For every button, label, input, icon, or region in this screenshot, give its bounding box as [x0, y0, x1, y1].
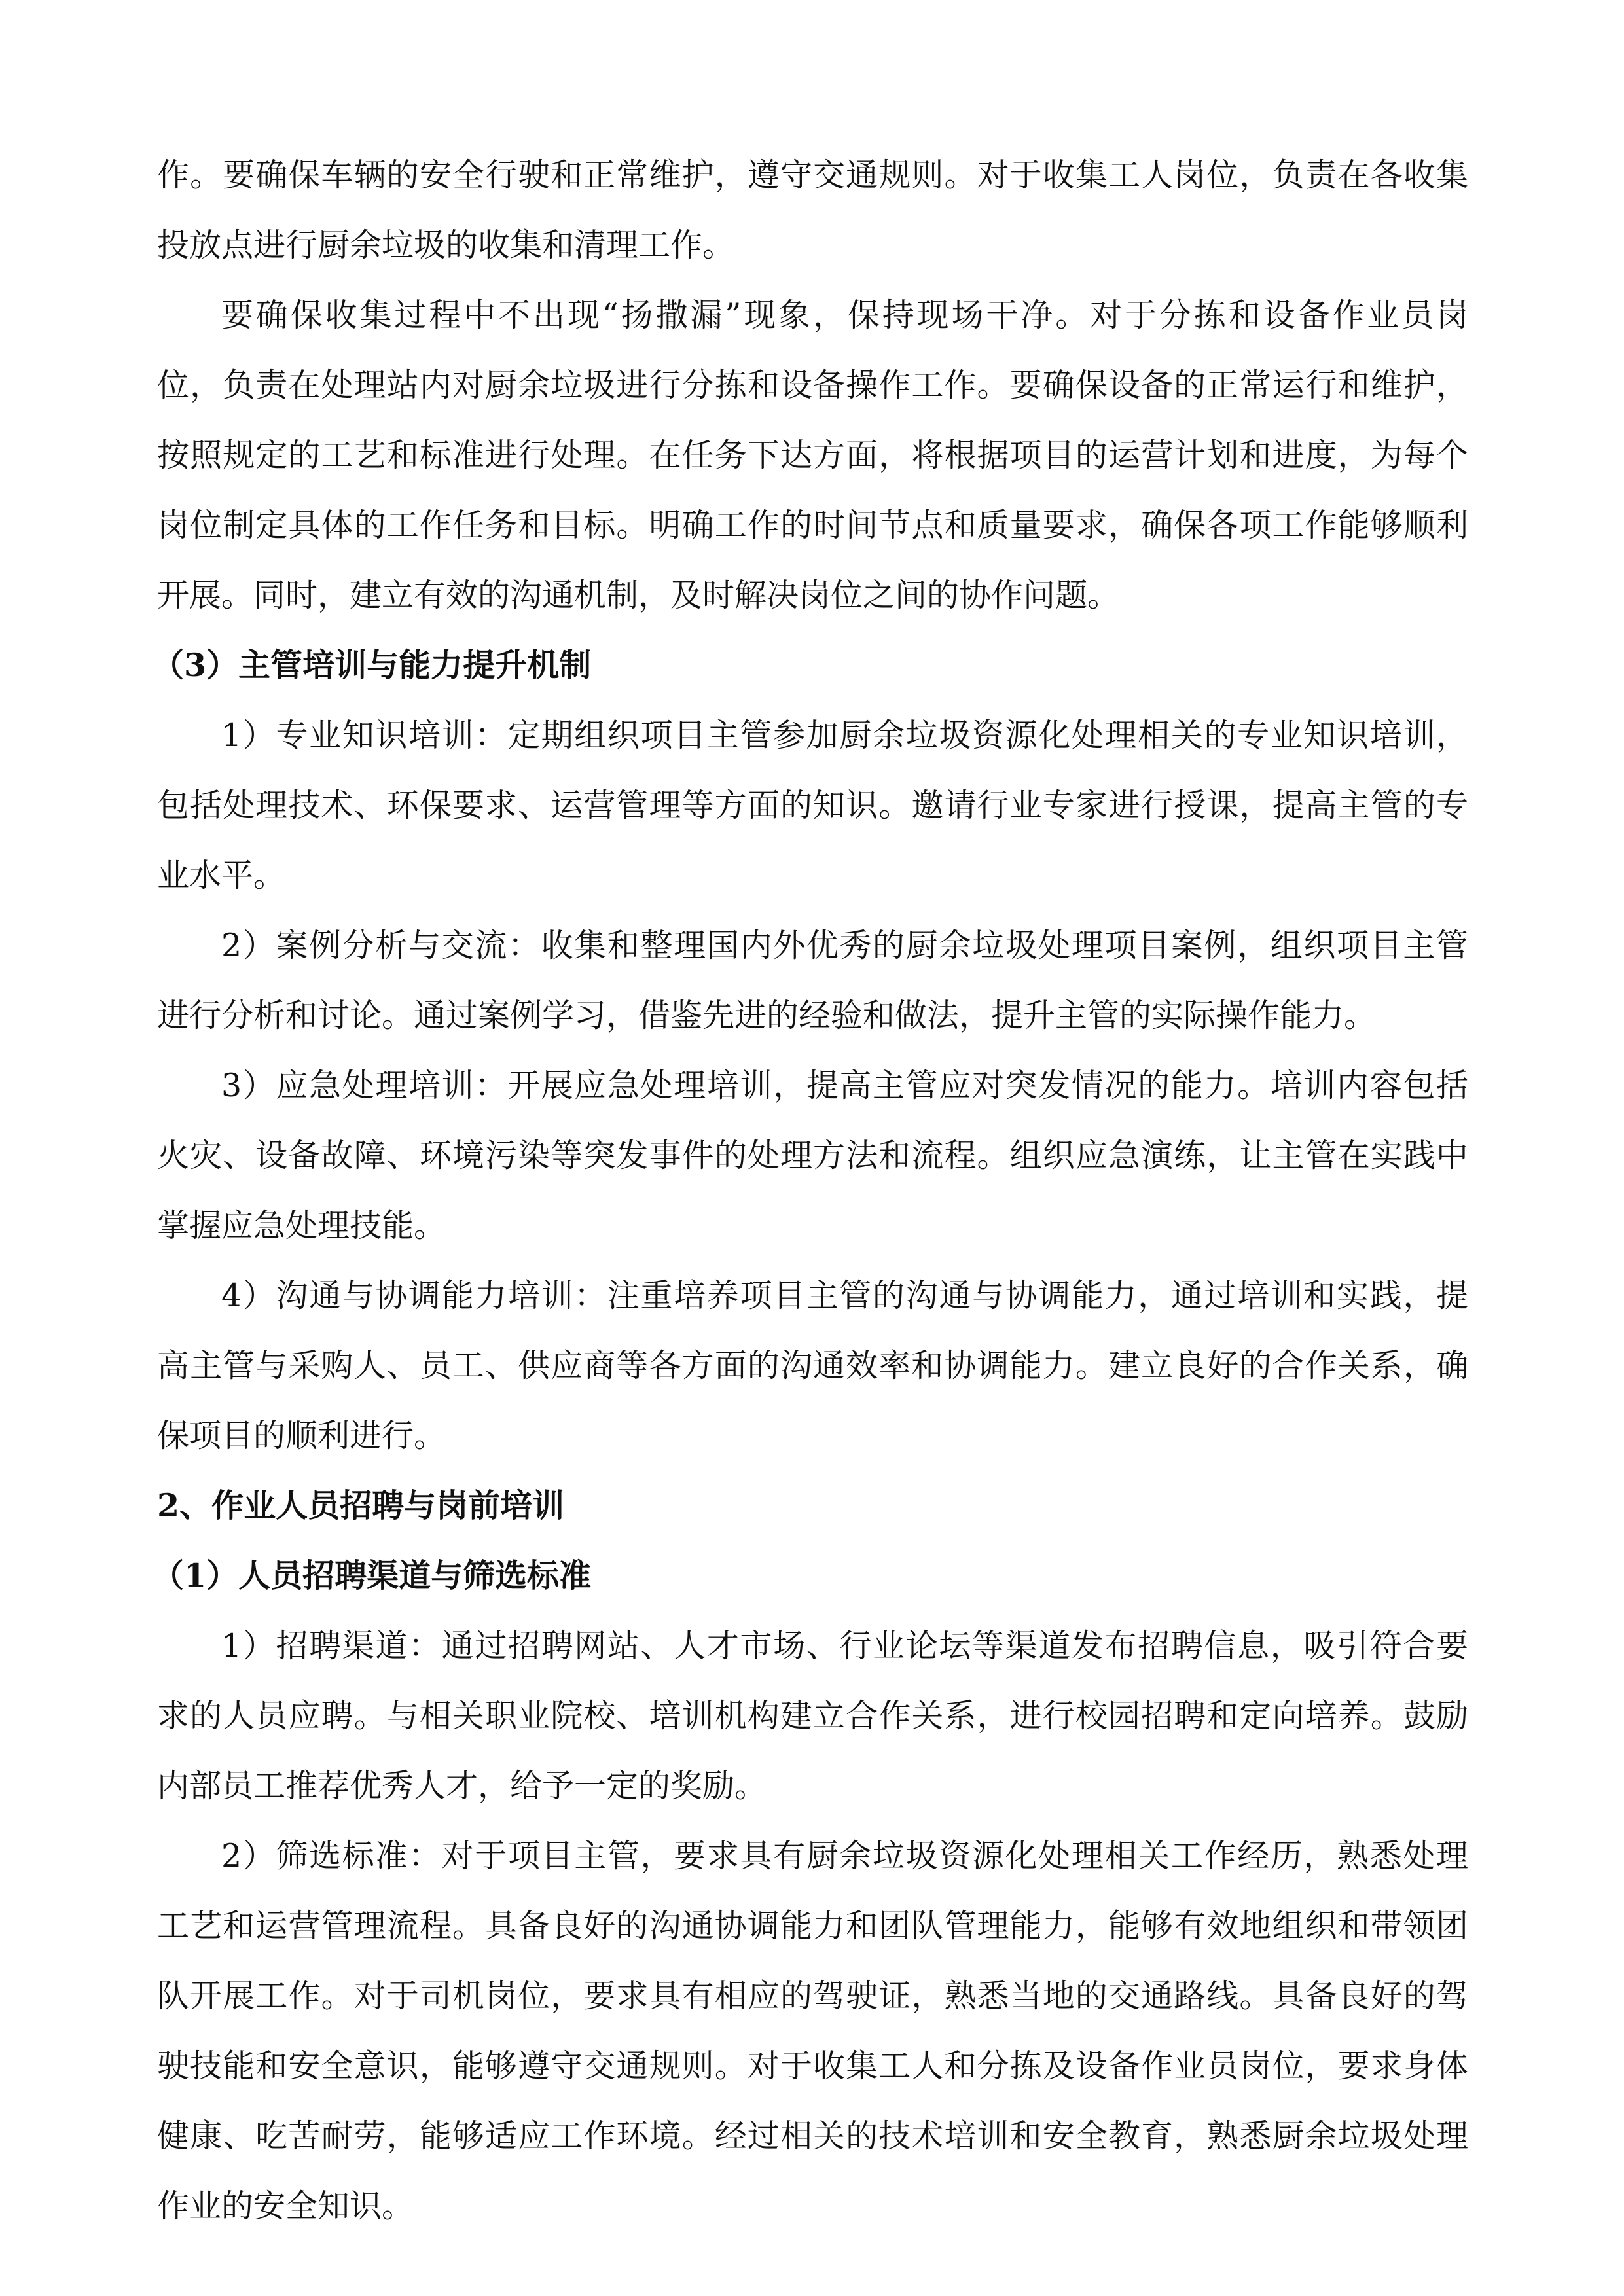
text-line: 工艺和运营管理流程。具备良好的沟通协调能力和团队管理能力，能够有效地组织和带领团 — [157, 1907, 1468, 1945]
subsection-heading — [152, 1541, 1468, 1611]
text-line: 进行分析和讨论。通过案例学习，借鉴先进的经验和做法，提升主管的实际操作能力。 — [157, 997, 1377, 1034]
text-line: 3）应急处理培训：开展应急处理培训，提高主管应对突发情况的能力。培训内容包括 — [221, 1067, 1468, 1104]
document-page — [152, 140, 1468, 2241]
text-line: 保项目的顺利进行。 — [157, 1417, 446, 1454]
text-line: 求的人员应聘。与相关职业院校、培训机构建立合作关系，进行校园招聘和定向培养。鼓励 — [157, 1697, 1468, 1734]
text-line: 包括处理技术、环保要求、运营管理等方面的知识。邀请行业专家进行授课，提高主管的专 — [157, 787, 1468, 824]
paragraph — [157, 1050, 1468, 1261]
text-line: 业水平。 — [157, 857, 286, 894]
text-line: 健康、吃苦耐劳，能够适应工作环境。经过相关的技术培训和安全教育，熟悉厨余垃圾处理 — [157, 2117, 1468, 2155]
text-line: 1）招聘渠道：通过招聘网站、人才市场、行业论坛等渠道发布招聘信息，吸引符合要 — [221, 1627, 1468, 1664]
section-heading — [157, 1471, 1468, 1541]
text-line: 要确保收集过程中不出现“扬撒漏”现象，保持现场干净。对于分拣和设备作业员岗 — [221, 296, 1468, 334]
text-line: （1）人员招聘渠道与筛选标准 — [152, 1556, 592, 1594]
text-line: 驶技能和安全意识，能够遵守交通规则。对于收集工人和分拣及设备作业员岗位，要求身体 — [157, 2047, 1468, 2085]
text-line: 开展。同时，建立有效的沟通机制，及时解决岗位之间的协作问题。 — [157, 577, 1120, 614]
paragraph — [157, 1611, 1468, 1821]
text-line: 作业的安全知识。 — [157, 2187, 414, 2225]
text-line: 岗位制定具体的工作任务和目标。明确工作的时间节点和质量要求，确保各项工作能够顺利 — [157, 507, 1468, 544]
text-line: 4）沟通与协调能力培训：注重培养项目主管的沟通与协调能力，通过培训和实践，提 — [221, 1277, 1468, 1314]
text-line: 高主管与采购人、员工、供应商等各方面的沟通效率和协调能力。建立良好的合作关系，确 — [157, 1347, 1468, 1384]
paragraph — [157, 1821, 1468, 2241]
text-line: 1）专业知识培训：定期组织项目主管参加厨余垃圾资源化处理相关的专业知识培训， — [221, 717, 1468, 754]
text-line: 投放点进行厨余垃圾的收集和清理工作。 — [157, 226, 735, 264]
text-line: 2）筛选标准：对于项目主管，要求具有厨余垃圾资源化处理相关工作经历，熟悉处理 — [221, 1837, 1468, 1874]
text-line: （3）主管培训与能力提升机制 — [152, 646, 592, 684]
paragraph — [157, 1261, 1468, 1471]
paragraph — [157, 910, 1468, 1050]
text-line: 火灾、设备故障、环境污染等突发事件的处理方法和流程。组织应急演练，让主管在实践中 — [157, 1137, 1468, 1174]
text-line: 2）案例分析与交流：收集和整理国内外优秀的厨余垃圾处理项目案例，组织项目主管 — [221, 927, 1468, 964]
text-line: 2、作业人员招聘与岗前培训 — [157, 1486, 565, 1524]
text-line: 按照规定的工艺和标准进行处理。在任务下达方面，将根据项目的运营计划和进度，为每个 — [157, 437, 1468, 474]
text-line: 位，负责在处理站内对厨余垃圾进行分拣和设备操作工作。要确保设备的正常运行和维护， — [157, 367, 1468, 404]
text-line: 队开展工作。对于司机岗位，要求具有相应的驾驶证，熟悉当地的交通路线。具备良好的驾 — [157, 1977, 1468, 2015]
subsection-heading — [152, 630, 1468, 700]
paragraph — [157, 280, 1468, 630]
paragraph — [157, 700, 1468, 910]
paragraph — [157, 140, 1468, 280]
text-line: 内部员工推荐优秀人才，给予一定的奖励。 — [157, 1767, 767, 1804]
text-line: 掌握应急处理技能。 — [157, 1207, 446, 1244]
text-line: 作。要确保车辆的安全行驶和正常维护，遵守交通规则。对于收集工人岗位，负责在各收集 — [157, 156, 1468, 194]
